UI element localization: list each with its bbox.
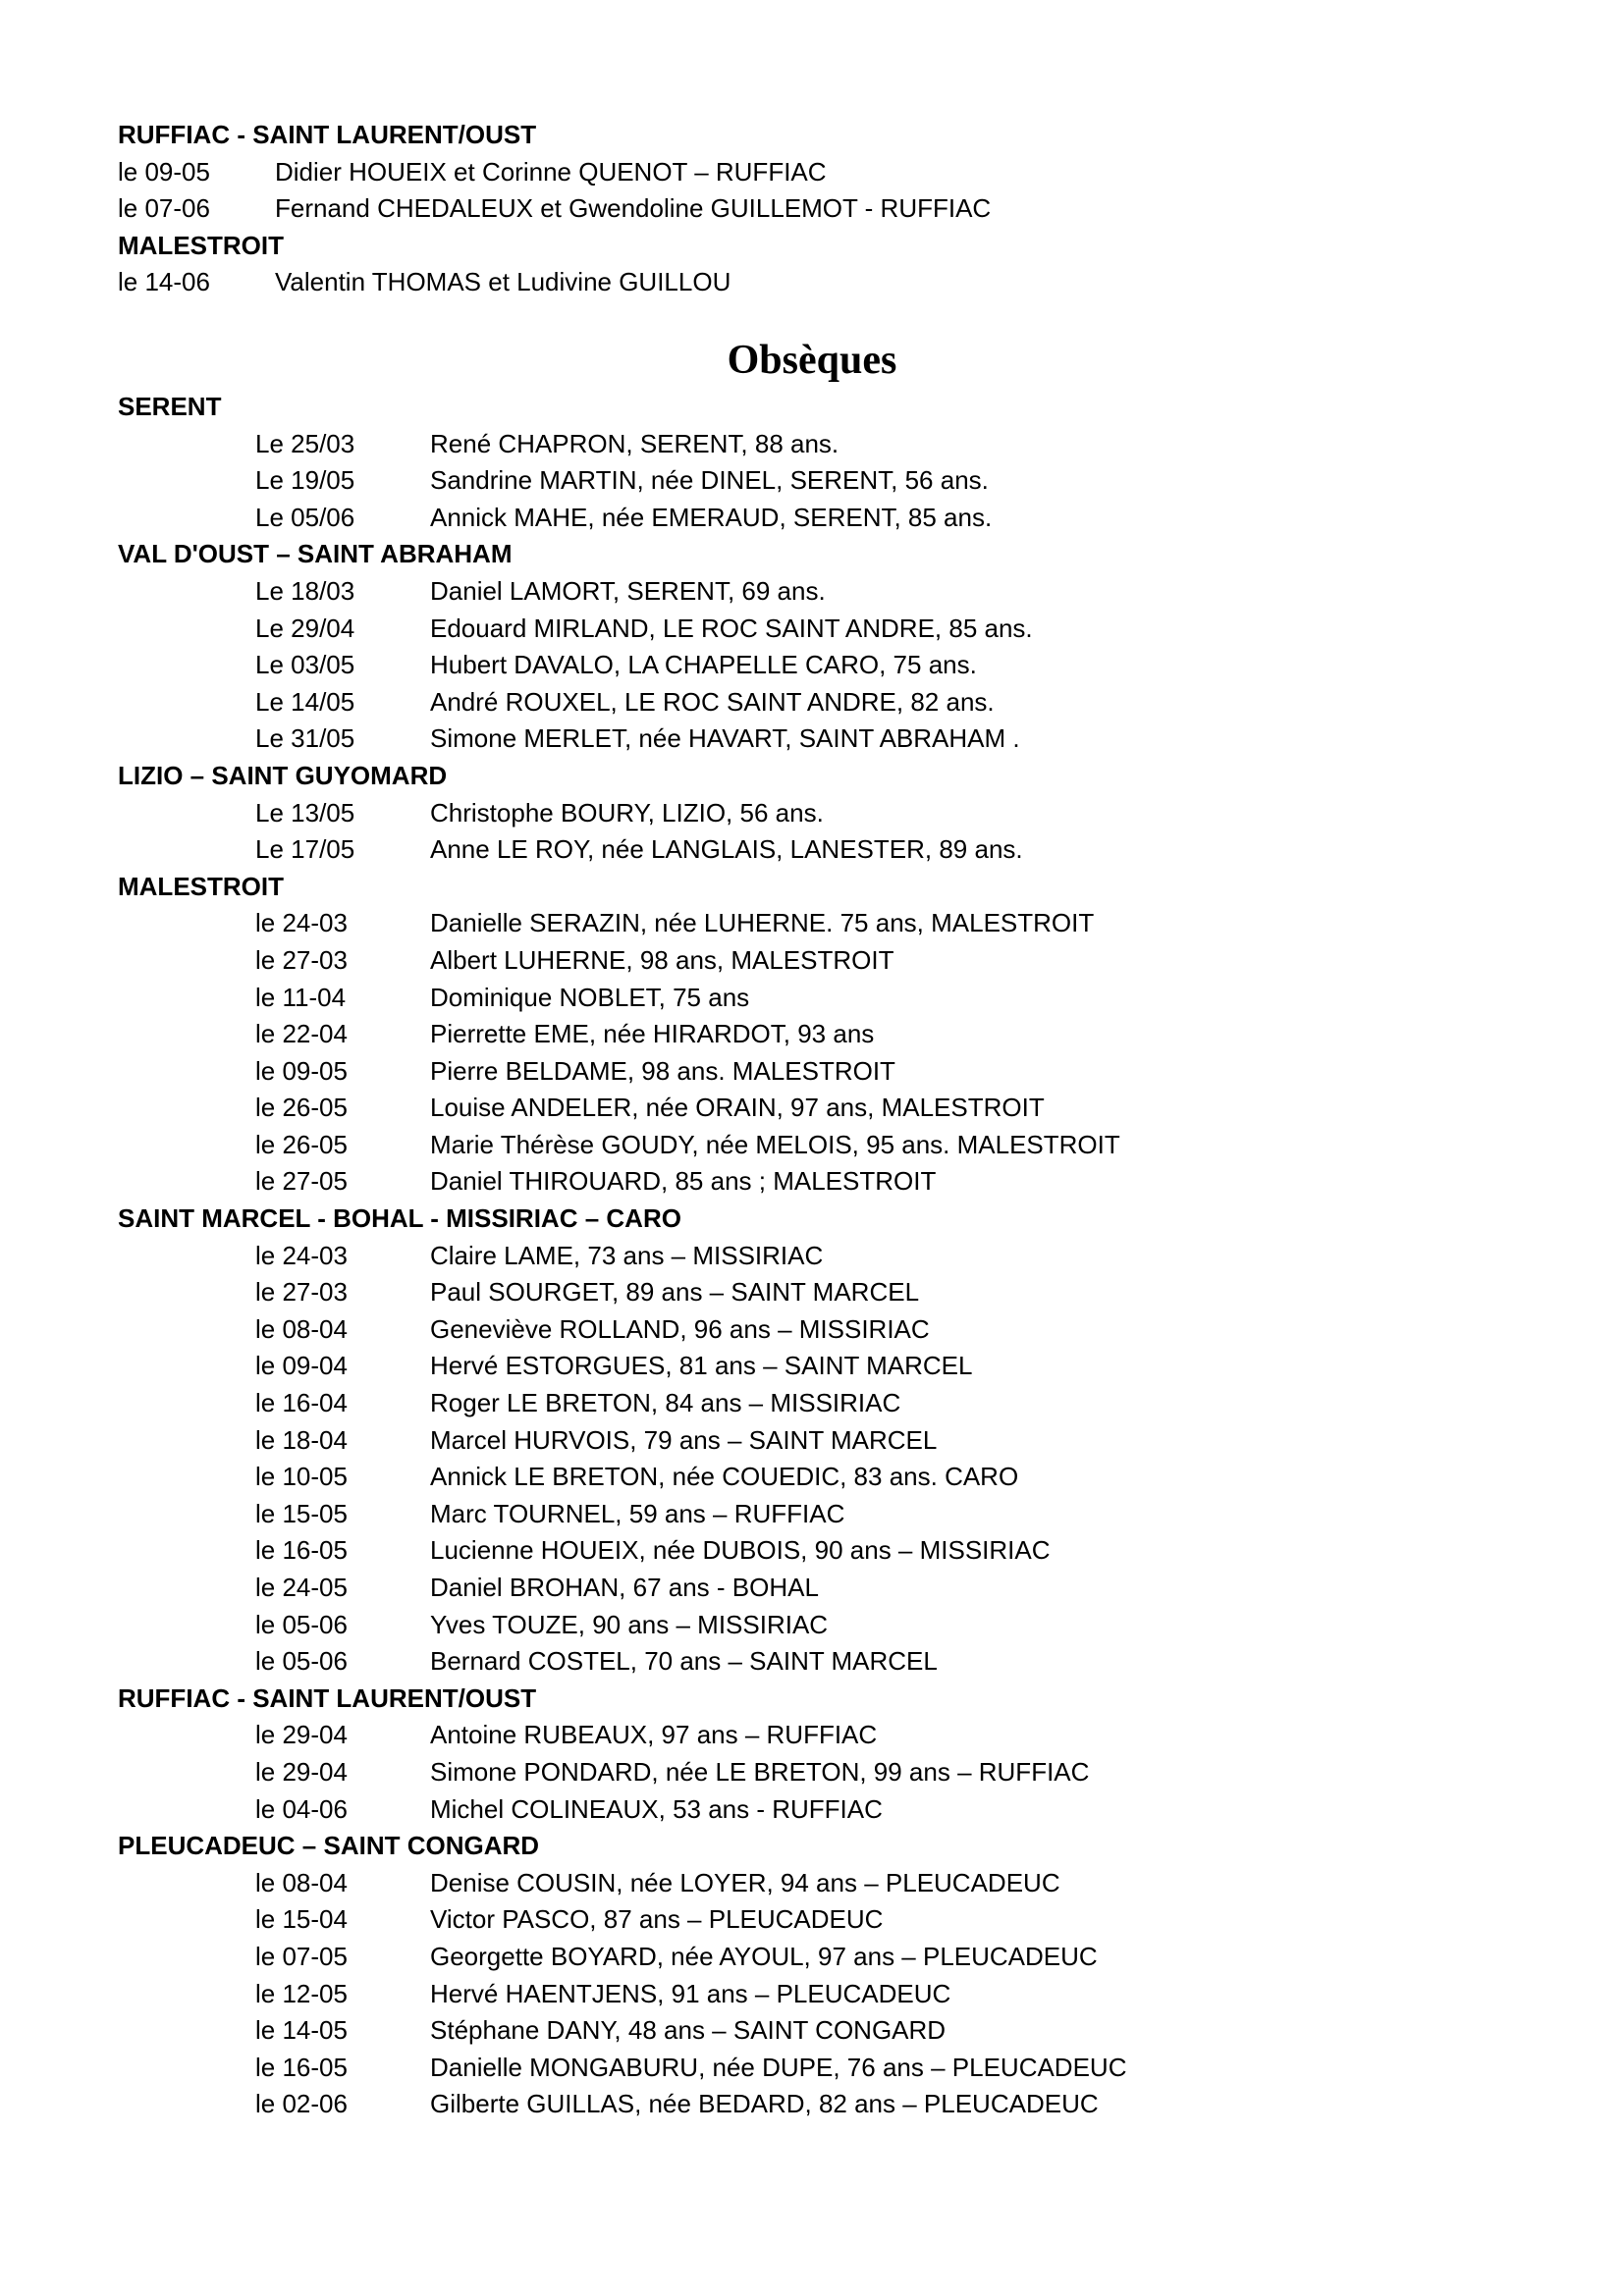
entry-date: le 15-04 (255, 1904, 348, 1935)
entry-text: Dominique NOBLET, 75 ans (430, 982, 750, 1012)
entry-text: Valentin THOMAS et Ludivine GUILLOU (275, 267, 731, 297)
entry-date: le 07-05 (255, 1941, 348, 1971)
section-heading: RUFFIAC - SAINT LAURENT/OUST (118, 1682, 537, 1713)
entry-row (118, 1976, 1492, 2013)
entry-date: le 14-06 (118, 267, 210, 297)
entry-row (118, 1901, 1492, 1939)
entry-date: le 29-04 (255, 1756, 348, 1787)
section-heading: VAL D'OUST – SAINT ABRAHAM (118, 539, 513, 569)
entry-row (118, 1459, 1492, 1496)
entry-text: Albert LUHERNE, 98 ans, MALESTROIT (430, 944, 894, 975)
obseques-section (118, 389, 1492, 2123)
entry-text: Pierre BELDAME, 98 ans. MALESTROIT (430, 1055, 895, 1086)
entry-date: le 24-05 (255, 1573, 348, 1602)
entry-row (118, 573, 1492, 611)
entry-row (118, 1090, 1492, 1127)
entry-date: le 11-04 (255, 982, 347, 1012)
entry-row (118, 154, 1492, 191)
entry-row (118, 500, 1492, 537)
entry-text: Danielle SERAZIN, née LUHERNE. 75 ans, MALESTROIT (430, 908, 1095, 938)
entry-date: le 24-03 (255, 908, 348, 938)
entry-text: Gilberte GUILLAS, née BEDARD, 82 ans – PLEUCADEUC (430, 2089, 1099, 2119)
entry-date: le 29-04 (255, 1720, 348, 1750)
entry-row (118, 1607, 1492, 1644)
entry-date: Le 13/05 (255, 797, 355, 828)
entry-row (118, 831, 1492, 869)
entry-text: Yves TOUZE, 90 ans – MISSIRIAC (430, 1609, 829, 1639)
entry-row (118, 264, 1492, 301)
entry-text: Roger LE BRETON, 84 ans – MISSIRIAC (430, 1388, 901, 1418)
entry-date: le 07-06 (118, 193, 210, 224)
entry-date: le 27-05 (255, 1166, 348, 1197)
entry-row (118, 684, 1492, 721)
entry-text: Lucienne HOUEIX, née DUBOIS, 90 ans – MISSIRIAC (430, 1535, 1051, 1566)
entry-text: Claire LAME, 73 ans – MISSIRIAC (430, 1240, 824, 1270)
entry-date: le 09-05 (255, 1055, 348, 1086)
marriages-section (118, 117, 1492, 301)
entry-date: le 16-05 (255, 1535, 348, 1566)
entry-text: Annick LE BRETON, née COUEDIC, 83 ans. CARO (430, 1462, 1019, 1492)
section-heading: PLEUCADEUC – SAINT CONGARD (118, 1831, 540, 1861)
entry-date: le 26-05 (255, 1129, 348, 1159)
entry-row (118, 980, 1492, 1017)
entry-date: le 14-05 (255, 2015, 348, 2046)
entry-row (118, 1163, 1492, 1201)
entry-text: Fernand CHEDALEUX et Gwendoline GUILLEMOT - RUFFIAC (275, 193, 992, 224)
entry-text: Sandrine MARTIN, née DINEL, SERENT, 56 ans. (430, 465, 989, 496)
entry-row (118, 1717, 1492, 1754)
entry-text: Marc TOURNEL, 59 ans – RUFFIAC (430, 1498, 845, 1528)
entry-date: le 15-05 (255, 1498, 348, 1528)
entry-row (118, 1238, 1492, 1275)
entry-row (118, 2050, 1492, 2087)
entry-row (118, 1570, 1492, 1607)
section-heading: MALESTROIT (118, 230, 284, 260)
entry-text: Edouard MIRLAND, LE ROC SAINT ANDRE, 85 ans. (430, 613, 1033, 643)
entry-text: Hubert DAVALO, LA CHAPELLE CARO, 75 ans. (430, 650, 977, 680)
entry-row (118, 647, 1492, 684)
entry-text: Michel COLINEAUX, 53 ans - RUFFIAC (430, 1793, 883, 1824)
entry-text: Hervé ESTORGUES, 81 ans – SAINT MARCEL (430, 1351, 973, 1381)
entry-row (118, 1496, 1492, 1533)
entry-row (118, 611, 1492, 648)
entry-text: Paul SOURGET, 89 ans – SAINT MARCEL (430, 1277, 920, 1308)
entry-row (118, 1274, 1492, 1311)
entry-text: Marie Thérèse GOUDY, née MELOIS, 95 ans. MALESTROIT (430, 1129, 1120, 1159)
entry-row (118, 795, 1492, 832)
entry-date: Le 05/06 (255, 502, 355, 532)
entry-date: le 16-05 (255, 2052, 348, 2082)
entry-date: le 26-05 (255, 1093, 348, 1123)
entry-date: Le 19/05 (255, 465, 355, 496)
entry-date: le 08-04 (255, 1867, 348, 1897)
entry-date: le 27-03 (255, 944, 348, 975)
entry-text: Hervé HAENTJENS, 91 ans – PLEUCADEUC (430, 1978, 951, 2008)
entry-text: Marcel HURVOIS, 79 ans – SAINT MARCEL (430, 1424, 938, 1455)
entry-date: le 10-05 (255, 1462, 348, 1492)
entry-row (118, 942, 1492, 980)
entry-date: Le 03/05 (255, 650, 355, 680)
entry-text: Simone PONDARD, née LE BRETON, 99 ans – RUFFIAC (430, 1756, 1090, 1787)
entry-text: Danielle MONGABURU, née DUPE, 76 ans – PLEUCADEUC (430, 2052, 1127, 2082)
entry-date: le 16-04 (255, 1388, 348, 1418)
entry-row (118, 2012, 1492, 2050)
entry-text: Geneviève ROLLAND, 96 ans – MISSIRIAC (430, 1313, 930, 1344)
entry-date: le 09-05 (118, 156, 210, 187)
entry-date: le 12-05 (255, 1978, 348, 2008)
entry-text: René CHAPRON, SERENT, 88 ans. (430, 428, 839, 458)
entry-row (118, 1939, 1492, 1976)
entry-date: le 09-04 (255, 1351, 348, 1381)
entry-date: Le 14/05 (255, 686, 355, 717)
entry-row (118, 1422, 1492, 1460)
section-heading: RUFFIAC - SAINT LAURENT/OUST (118, 120, 537, 149)
entry-text: Stéphane DANY, 48 ans – SAINT CONGARD (430, 2015, 947, 2046)
entry-row (118, 462, 1492, 500)
section-heading: MALESTROIT (118, 871, 284, 901)
entry-text: Daniel LAMORT, SERENT, 69 ans. (430, 575, 826, 606)
entry-date: Le 31/05 (255, 723, 355, 754)
entry-date: le 04-06 (255, 1793, 348, 1824)
entry-date: Le 17/05 (255, 834, 355, 865)
entry-text: Georgette BOYARD, née AYOUL, 97 ans – PLEUCADEUC (430, 1941, 1098, 1971)
entry-text: Daniel THIROUARD, 85 ans ; MALESTROIT (430, 1166, 937, 1197)
entry-row (118, 1053, 1492, 1091)
entry-text: Pierrette EME, née HIRARDOT, 93 ans (430, 1019, 875, 1049)
entry-text: Annick MAHE, née EMERAUD, SERENT, 85 ans. (430, 502, 993, 532)
obseques-title: Obsèques (727, 338, 897, 383)
entry-date: le 24-03 (255, 1240, 348, 1270)
entry-row (118, 1127, 1492, 1164)
entry-date: le 02-06 (255, 2089, 348, 2119)
entry-text: Daniel BROHAN, 67 ans - BOHAL (430, 1573, 819, 1602)
section-heading: LIZIO – SAINT GUYOMARD (118, 760, 448, 790)
entry-row (118, 426, 1492, 463)
entry-date: le 22-04 (255, 1019, 348, 1049)
entry-row (118, 2086, 1492, 2123)
entry-row (118, 190, 1492, 228)
entry-row (118, 1348, 1492, 1385)
entry-date: Le 18/03 (255, 575, 355, 606)
entry-row (118, 1311, 1492, 1349)
entry-text: Simone MERLET, née HAVART, SAINT ABRAHAM . (430, 723, 1020, 754)
entry-row (118, 1865, 1492, 1902)
entry-date: le 08-04 (255, 1313, 348, 1344)
entry-text: Victor PASCO, 87 ans – PLEUCADEUC (430, 1904, 884, 1935)
entry-text: Christophe BOURY, LIZIO, 56 ans. (430, 797, 824, 828)
entry-text: Bernard COSTEL, 70 ans – SAINT MARCEL (430, 1646, 938, 1677)
entry-date: le 05-06 (255, 1609, 348, 1639)
entry-row (118, 1385, 1492, 1422)
entry-row (118, 905, 1492, 942)
entry-text: André ROUXEL, LE ROC SAINT ANDRE, 82 ans. (430, 686, 995, 717)
entry-date: Le 25/03 (255, 428, 355, 458)
section-heading: SERENT (118, 392, 222, 421)
entry-text: Denise COUSIN, née LOYER, 94 ans – PLEUCADEUC (430, 1867, 1060, 1897)
entry-date: le 27-03 (255, 1277, 348, 1308)
section-heading: SAINT MARCEL - BOHAL - MISSIRIAC – CARO (118, 1203, 681, 1234)
entry-date: Le 29/04 (255, 613, 355, 643)
entry-date: le 18-04 (255, 1424, 348, 1455)
entry-date: le 05-06 (255, 1646, 348, 1677)
entry-text: Louise ANDELER, née ORAIN, 97 ans, MALESTROIT (430, 1093, 1045, 1123)
entry-row (118, 721, 1492, 758)
entry-row (118, 1532, 1492, 1570)
entry-text: Didier HOUEIX et Corinne QUENOT – RUFFIAC (275, 156, 827, 187)
entry-row (118, 1791, 1492, 1829)
entry-row (118, 1643, 1492, 1681)
entry-text: Antoine RUBEAUX, 97 ans – RUFFIAC (430, 1720, 878, 1750)
entry-row (118, 1754, 1492, 1791)
entry-row (118, 1016, 1492, 1053)
entry-text: Anne LE ROY, née LANGLAIS, LANESTER, 89 ans. (430, 834, 1023, 865)
